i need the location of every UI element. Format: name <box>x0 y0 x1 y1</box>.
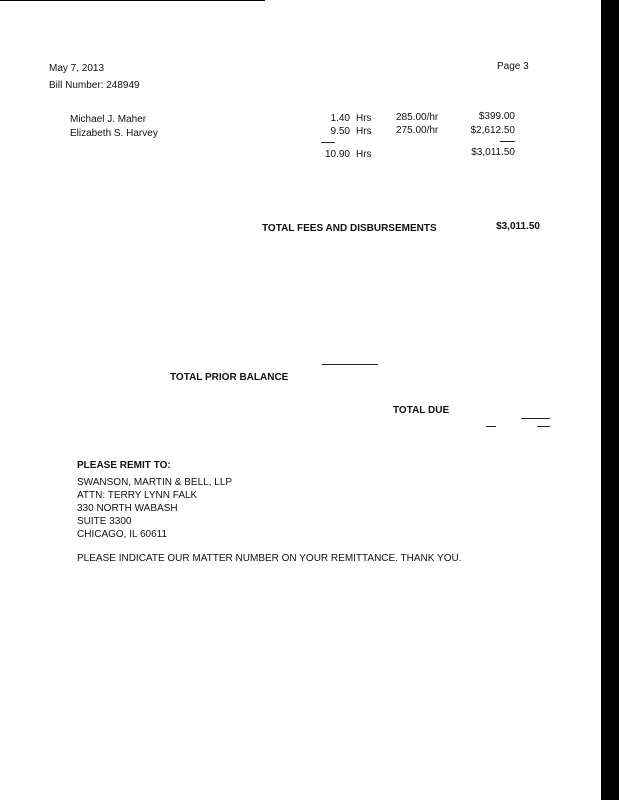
total-hours: 10.90 <box>324 149 350 160</box>
remit-heading: PLEASE REMIT TO: <box>77 460 171 471</box>
total-fees-label: TOTAL FEES AND DISBURSEMENTS <box>262 223 437 234</box>
total-due-rule <box>521 418 550 419</box>
prior-balance-label: TOTAL PRIOR BALANCE <box>170 372 289 383</box>
timekeeper-hours: 1.40 <box>330 113 350 124</box>
total-amount: $3,011.50 <box>471 147 515 158</box>
prior-balance-rule <box>322 364 378 365</box>
remittance-note: PLEASE INDICATE OUR MATTER NUMBER ON YOUR REMITTANCE. THANK YOU. <box>77 553 462 564</box>
scan-top-edge <box>0 0 265 1</box>
timekeeper-rate: 285.00/hr <box>396 112 439 123</box>
total-fees-amount: $3,011.50 <box>496 221 540 232</box>
remit-address-line: 330 NORTH WABASH <box>77 503 178 514</box>
bill-number-value: 248949 <box>106 80 140 91</box>
total-due-label: TOTAL DUE <box>393 405 450 416</box>
timekeeper-rate: 275.00/hr <box>396 125 439 136</box>
timekeeper-amount: $399.00 <box>478 111 515 122</box>
amount-subtotal-rule <box>500 141 515 142</box>
total-due-rule-lower <box>537 426 550 427</box>
total-hours-unit: Hrs <box>356 149 372 160</box>
bill-date: May 7, 2013 <box>49 63 105 74</box>
remit-address-line: SWANSON, MARTIN & BELL, LLP <box>77 477 233 488</box>
timekeeper-name: Michael J. Maher <box>70 114 147 125</box>
remit-address-line: SUITE 3300 <box>77 516 132 527</box>
timekeeper-name: Elizabeth S. Harvey <box>70 128 158 139</box>
bill-number-line <box>49 80 140 92</box>
remit-address-line: ATTN: TERRY LYNN FALK <box>77 490 198 501</box>
timekeeper-hours-unit: Hrs <box>356 113 372 124</box>
timekeeper-hours-unit: Hrs <box>356 126 372 137</box>
hours-subtotal-rule <box>321 142 335 143</box>
bill-number-label: Bill Number: <box>49 80 104 91</box>
total-due-dash <box>486 426 496 427</box>
scan-right-edge <box>601 0 619 800</box>
timekeeper-amount: $2,612.50 <box>470 125 515 136</box>
page-number: Page 3 <box>497 61 529 72</box>
timekeeper-hours: 9.50 <box>330 126 350 137</box>
remit-address-line: CHICAGO, IL 60611 <box>77 529 168 540</box>
